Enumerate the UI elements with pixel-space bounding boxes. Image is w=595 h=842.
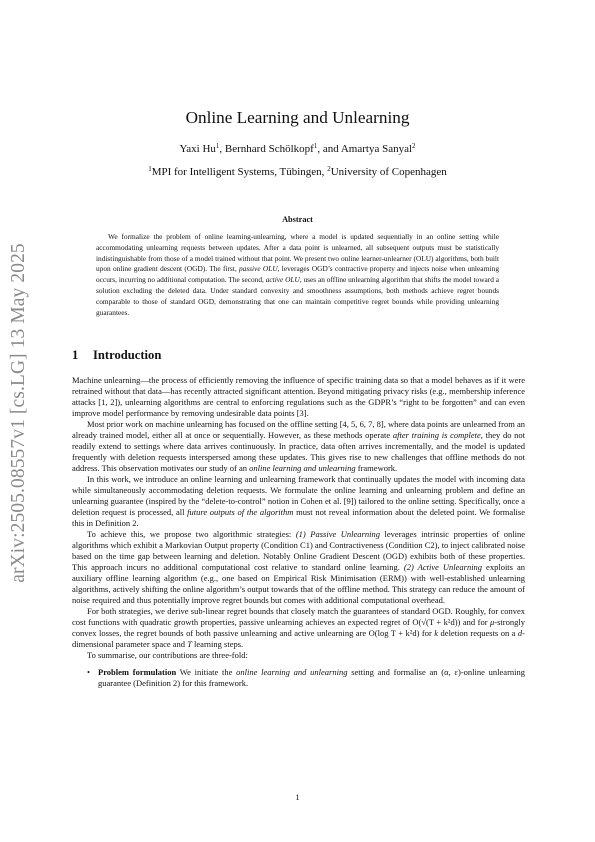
text-segment: In this work, we introduce an online learning and unlearning framework that continually updates the model with incoming data while simultaneously accommodating deletion requests. We formulate the online learning and unlearning problem and define an unlearning guarantee (inspired by the “delete-to-control” notion in Cohen et al. [9]) tailored to the online setting. Specifically, once a deletion request is processed, all bbox=[72, 474, 525, 517]
section-body bbox=[72, 375, 525, 689]
page-number: 1 bbox=[295, 792, 300, 802]
abstract-segment: , uses an offline unlearning algorithm that shifts the model toward a solution excluding the deleted data. Under standard convexity and smoothness assumptions, both methods achieve regret bounds comparable to those of standard OGD, demonstrating that one can maintain competitive regret bounds while providing unlearning guarantees. bbox=[96, 275, 499, 317]
math-variable: μ bbox=[490, 617, 495, 627]
section-title: Introduction bbox=[93, 348, 162, 362]
text-emphasis: future outputs of the algorithm bbox=[187, 507, 294, 517]
author-list bbox=[0, 143, 595, 155]
abstract-emphasis: passive OLU bbox=[238, 264, 278, 274]
affiliation-name: MPI for Intelligent Systems, Tübingen, bbox=[151, 166, 328, 178]
affiliation-mark: 1 bbox=[148, 165, 152, 173]
body-paragraph bbox=[72, 474, 525, 529]
text-segment: for bbox=[419, 628, 435, 638]
math-expression: O(√(T + k²d)) bbox=[412, 617, 461, 627]
text-segment: Most prior work on machine unlearning has focused on the offline setting [4, 5, 6, 7, 8], where data points are unlearned from an already trained model, either all at once or sequentially. However, as these methods operate bbox=[72, 419, 525, 440]
author-name: Bernhard Schölkopf bbox=[224, 143, 314, 155]
affiliation-list bbox=[0, 166, 595, 178]
body-paragraph bbox=[72, 419, 525, 474]
text-segment: exploits an auxiliary offline learning algorithm (e.g., one based on Empirical Risk Minimisation (ERM)) with well-established unlearning algorithms, actively shifting the online algorithm’s output towards that of the offline method. This strategy can reduce the amount of noise required and thus potentially improve regret bounds but comes with additional computational overhead. bbox=[72, 562, 525, 605]
text-segment: framework. bbox=[355, 463, 398, 473]
text-segment: deletion requests on a bbox=[438, 628, 518, 638]
text-segment: -strongly convex losses, the regret bounds of both passive unlearning and active unlearning are bbox=[72, 617, 525, 638]
math-expression: O(log T + k²d) bbox=[368, 628, 420, 638]
text-segment: must not reveal information about the deleted point. We formalise this in Definition 2. bbox=[72, 507, 525, 528]
text-segment: For both strategies, we derive sub-linear regret bounds that closely match the guarantees of standard OGD. Roughly, for convex cost functions with quadratic growth properties, passive unlearning achieves an expected regret of bbox=[72, 606, 525, 627]
affiliation-name: University of Copenhagen bbox=[330, 166, 447, 178]
text-segment: setting and formalise an bbox=[347, 667, 442, 677]
bullet-icon: • bbox=[87, 667, 90, 677]
text-segment: learning steps. bbox=[191, 639, 244, 649]
text-emphasis: (1) Passive Unlearning bbox=[295, 529, 380, 539]
text-segment: To achieve this, we propose two algorithmic strategies: bbox=[87, 529, 296, 539]
author-separator: , and bbox=[317, 143, 341, 155]
text-segment: We initiate the bbox=[176, 667, 237, 677]
body-paragraph: Machine unlearning—the process of efficiently removing the influence of specific training data so that a model behaves as if it were retrained without that data—has recently attracted significant attention. Beyond mitigating privacy risks (e.g., membership inference attacks [1, 2]), unlearning algorithms are central to enforcing regulations such as the GDPR’s “right to be forgotten” and can even improve model performance by removing undesirable data points [3]. bbox=[72, 375, 525, 418]
text-segment: , they do not readily extend to settings where data arrives continuously. In practice, data often arrives incrementally, and the model is updated frequently with deletion requests interspersed among these updates. This gives rise to new challenges that offline methods do not address. This observation motivates our study of an bbox=[72, 430, 526, 473]
abstract-segment: , leverages OGD’s contractive property and injects noise when unlearning occurs, incurring no additional computation. The second, bbox=[96, 264, 499, 285]
abstract-emphasis: active OLU bbox=[265, 275, 300, 285]
affiliation-mark: 2 bbox=[412, 142, 416, 150]
body-paragraph bbox=[72, 529, 525, 606]
text-emphasis: (2) Active Unlearning bbox=[403, 562, 483, 572]
arxiv-sidebar-stamp bbox=[6, 232, 32, 594]
affiliation-mark: 1 bbox=[215, 142, 220, 150]
affiliation-mark: 1 bbox=[313, 142, 318, 150]
author-separator: , bbox=[219, 143, 225, 155]
text-segment: -dimensional parameter space and bbox=[72, 628, 526, 649]
arxiv-identifier: arXiv:2505.08557v1 [cs.LG] 13 May 2025 bbox=[8, 243, 29, 583]
math-variable: d bbox=[517, 628, 523, 638]
text-emphasis: after training is complete bbox=[392, 430, 481, 440]
paper-title: Online Learning and Unlearning bbox=[185, 108, 410, 127]
math-variable: T bbox=[187, 639, 192, 649]
text-segment: leverages intrinsic properties of online algorithms which exhibit a Markovian Output property (Condition C1) and Contractiveness (Condition C2), to inject calibrated noise based on the time gap between learning and deletion. Notably Online Gradient Descent (OGD) exhibits both of these properties. This approach incurs no additional computational cost relative to standard online learning. bbox=[72, 529, 526, 572]
text-emphasis: online learning and unlearning bbox=[236, 667, 348, 677]
text-emphasis: online learning and unlearning bbox=[249, 463, 356, 473]
section-heading bbox=[72, 348, 161, 363]
list-item bbox=[87, 667, 526, 689]
author-name: Amartya Sanyal bbox=[340, 143, 413, 155]
abstract-segment: We formalize the problem of online learning-unlearning, where a model is updated sequentially in an online setting while accommodating unlearning requests between updates. After a data point is unlearned, all subsequent outputs must be statistically indistinguishable from those of a model trained without that point. We present two online learner-unlearner (OLU) algorithms, both built upon online gradient descent (OGD). The first, bbox=[96, 232, 499, 274]
math-variable: k bbox=[434, 628, 439, 638]
text-segment: and for bbox=[460, 617, 491, 627]
abstract-heading: Abstract bbox=[282, 215, 313, 224]
body-paragraph: To summarise, our contributions are three-fold: bbox=[87, 650, 248, 660]
author-name: Yaxi Hu bbox=[179, 143, 216, 155]
body-paragraph bbox=[72, 606, 525, 650]
contribution-list bbox=[72, 667, 525, 689]
list-item-heading: Problem formulation bbox=[98, 667, 177, 677]
math-expression: (α, ε) bbox=[441, 667, 461, 677]
affiliation-mark: 2 bbox=[327, 165, 331, 173]
text-segment: -online unlearning guarantee (Definition 2) for this framework. bbox=[98, 667, 526, 688]
section-number: 1 bbox=[72, 348, 79, 362]
abstract-text bbox=[96, 232, 499, 318]
